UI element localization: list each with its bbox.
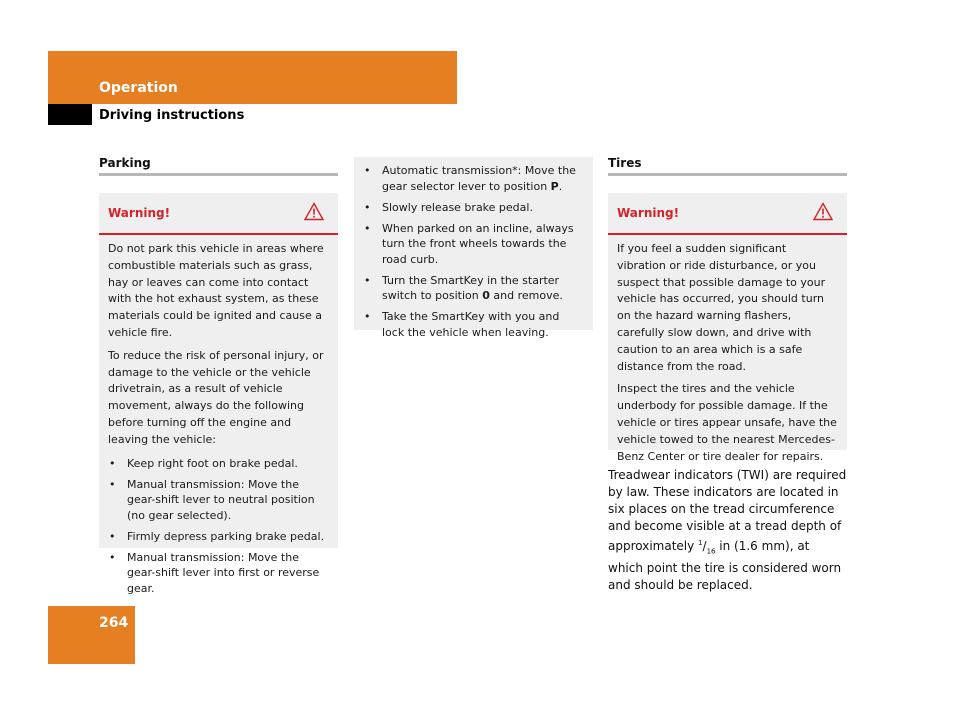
parking-steps-box [354, 157, 593, 339]
warning-triangle-icon [813, 202, 833, 221]
parking-steps-list [354, 157, 593, 340]
list-item: • Firmly depress parking brake pedal. [109, 529, 325, 543]
warning-label: Warning! [617, 206, 680, 220]
list-item: • Manual transmission: Move the gear-shift lever into first or reverse gear. [109, 550, 320, 595]
list-item: • Turn the SmartKey in the starter switch to position 0 and remove. [364, 273, 563, 302]
tires-rule [608, 173, 847, 176]
page-number: 264 [99, 615, 129, 631]
header-bar [48, 51, 457, 104]
list-item: • Manual transmission: Move the gear-shift lever to neutral position (no gear selected). [109, 477, 315, 522]
list-item: • Slowly release brake pedal. [364, 200, 533, 214]
section-title: Operation [99, 80, 178, 96]
tires-heading: Tires [608, 156, 642, 170]
parking-heading: Parking [99, 156, 151, 170]
parking-bullet-list [108, 456, 329, 597]
warning-body [608, 235, 847, 477]
warning-triangle-icon [304, 202, 324, 221]
warning-body [99, 235, 338, 608]
subsection-title: Driving instructions [99, 108, 245, 123]
list-item: • When parked on an incline, always turn the front wheels towards the road curb. [364, 221, 574, 266]
warning-paragraph: If you feel a sudden significant vibration or ride disturbance, or you suspect that possible damage to your vehicle has occurred, you should turn on the hazard warning flashers, carefully slow down, and drive with caution to an area which is a safe distance from the road. [617, 242, 826, 373]
twi-paragraph: Treadwear indicators (TWI) are required by law. These indicators are located in six places on the tread circumference and become visible at a tread depth of approximately $^1/_{16}$ in (1.6 mm), at which point the tire is considered worn and should be replaced. [608, 468, 847, 592]
section-marker [48, 104, 92, 125]
warning-paragraph: To reduce the risk of personal injury, or damage to the vehicle or the vehicle drivetrain, as a result of vehicle movement, always do the following before turning off the engine and leaving the vehicle: [108, 348, 324, 446]
list-item: • Keep right foot on brake pedal. [109, 456, 298, 470]
tires-warning-box [608, 193, 847, 463]
warning-header [99, 193, 338, 235]
warning-label: Warning! [108, 206, 171, 220]
warning-paragraph: Inspect the tires and the vehicle underbody for possible damage. If the vehicle or tires appear unsafe, have the vehicle towed to the nearest Mercedes-Benz Center or tire dealer for repairs. [617, 382, 837, 463]
list-item: • Automatic transmission*: Move the gear selector lever to position P. [364, 164, 576, 193]
list-item: • Take the SmartKey with you and lock the vehicle when leaving. [364, 310, 560, 339]
parking-rule [99, 173, 338, 176]
warning-paragraph: Do not park this vehicle in areas where combustible materials such as grass, hay or leaves can come into contact with the hot exhaust system, as these materials could be ignited and cause a vehicle fire. [108, 242, 324, 339]
fraction: $^1/_{16}$ [698, 538, 716, 556]
warning-header [608, 193, 847, 235]
parking-warning-box [99, 193, 338, 595]
